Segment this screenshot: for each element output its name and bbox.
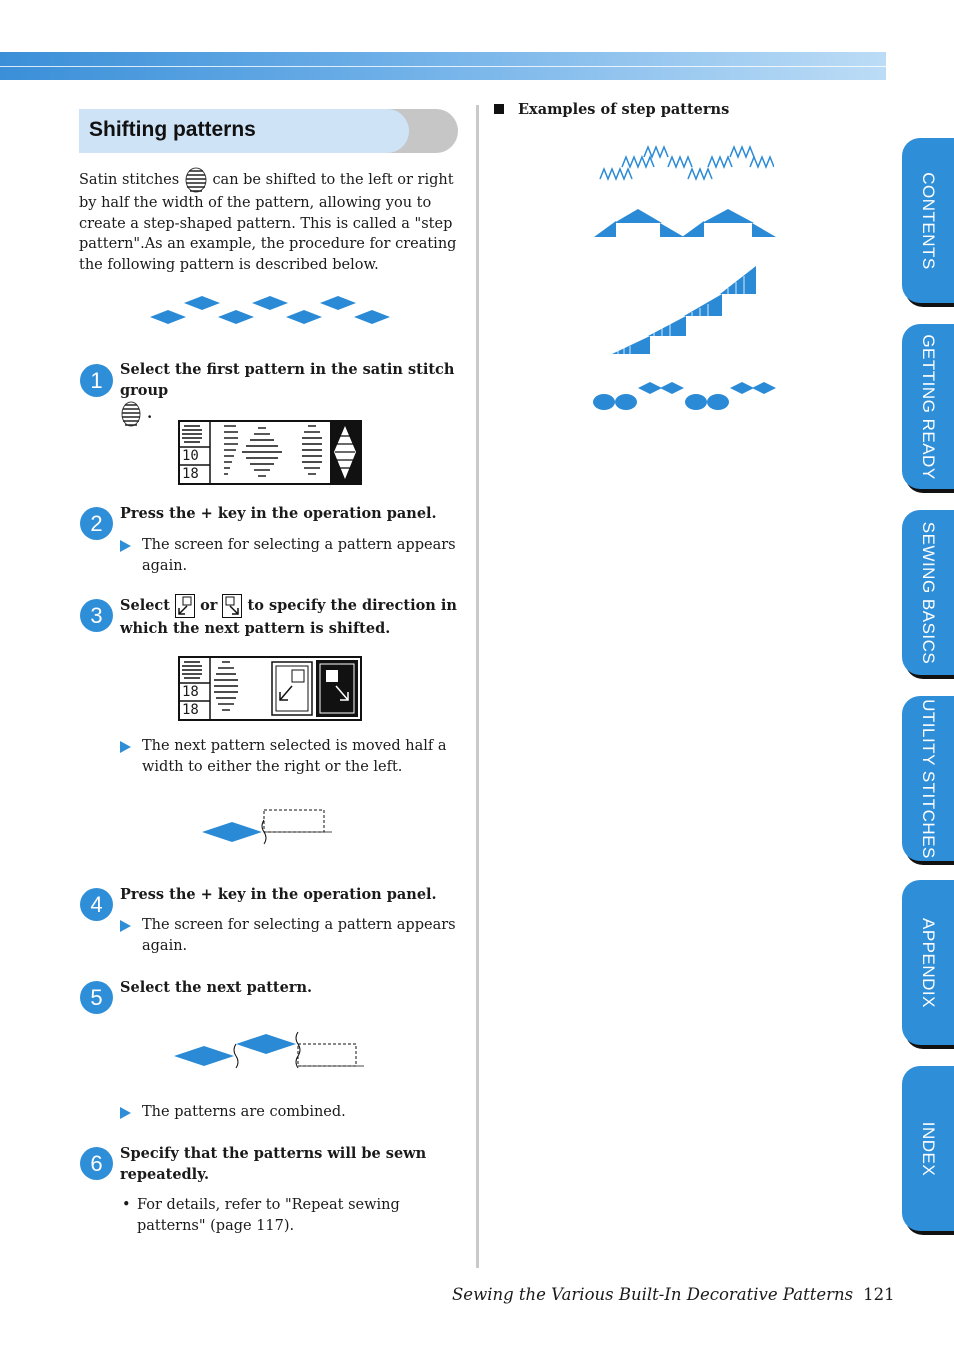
tab-contents-label: CONTENTS [919,171,938,270]
page-title: Shifting patterns [89,118,256,141]
step-4-title: Press the + key in the operation panel. [120,886,437,903]
step-5-result [120,1102,472,1123]
tab-sewing-basics[interactable] [902,510,954,675]
combined-pattern-illustration [172,1030,368,1070]
step-3-title [120,594,460,639]
lcd-1-graphic [180,422,360,483]
result-arrow-icon [120,741,131,753]
step-3-title-c: to specify the direction in [247,597,457,614]
step-6-number: 6 [80,1147,113,1180]
result-arrow-icon [120,1107,131,1119]
lcd-screen-pattern-selection [178,420,362,485]
tab-sewing-basics-label: SEWING BASICS [919,521,938,664]
step-4-result [120,915,472,956]
step-2-result [120,535,472,576]
step-3-title-a: Select [120,597,170,614]
shifted-pattern-illustration [200,806,340,846]
square-bullet-icon [494,104,504,114]
intro-text-2: can be shifted to the left or right by half the width of the pattern, allowing you to create a step-shaped pattern. This is called a "step pattern".As an example, the procedure for creating the following pattern is described below. [79,172,457,273]
example-step-zigzag-blocks [598,143,774,183]
section-heading [79,109,458,153]
lcd-2-number-a: 18 [182,684,199,700]
result-arrow-icon [120,920,131,932]
step-6-bullet [120,1195,472,1236]
page-number: 121 [863,1285,895,1304]
step-3-number: 3 [80,599,113,632]
tab-appendix[interactable] [902,880,954,1045]
step-4-number: 4 [80,888,113,921]
column-divider [476,105,479,1268]
tab-index[interactable] [902,1066,954,1231]
step-1-number: 1 [80,364,113,397]
example-step-ovals-diamonds [592,378,778,412]
tab-utility-stitches[interactable] [902,696,954,861]
lcd-1-number-a: 10 [182,448,199,464]
example-step-staircase [612,264,758,356]
examples-heading-text: Examples of step patterns [518,101,730,118]
satin-stitch-icon [184,167,208,193]
page-footer [452,1285,895,1304]
tab-utility-stitches-label: UTILITY STITCHES [919,698,938,859]
tab-index-label: INDEX [919,1121,938,1176]
step-5-title: Select the next pattern. [120,979,313,996]
lcd-2-number-b: 18 [182,702,199,718]
example-step-pattern-diamonds [150,290,392,330]
step-2-title: Press the + key in the operation panel. [120,505,437,522]
intro-paragraph [79,167,459,275]
lcd-screen-shift-direction [178,656,362,721]
step-5-result-text: The patterns are combined. [142,1104,346,1120]
step-2-result-text: The screen for selecting a pattern appears again. [142,537,456,574]
banner-line [0,66,886,67]
step-1-title-text: Select the first pattern in the satin stitch group [120,361,455,399]
intro-text-1: Satin stitches [79,172,180,188]
top-banner [0,52,886,80]
step-6-title: Specify that the patterns will be sewn repeatedly. [120,1145,427,1183]
result-arrow-icon [120,540,131,552]
step-1-title [120,359,460,427]
step-3-result [120,736,472,777]
tab-getting-ready[interactable] [902,324,954,489]
lcd-2-graphic [180,658,360,719]
examples-heading [494,101,729,118]
step-2-number: 2 [80,507,113,540]
shift-left-key-icon[interactable] [175,594,195,618]
satin-stitch-icon [120,401,142,427]
shift-right-key-icon[interactable] [222,594,242,618]
lcd-1-number-b: 18 [182,466,199,482]
step-3-result-text: The next pattern selected is moved half a width to either the right or the left. [142,738,447,775]
example-step-triangles [594,207,776,239]
step-5-number: 5 [80,981,113,1014]
tab-appendix-label: APPENDIX [919,917,938,1008]
step-3-title-d: which the next pattern is shifted. [120,620,391,637]
step-3-title-b: or [200,597,218,614]
step-1-title-end: . [147,405,153,422]
tab-contents[interactable] [902,138,954,303]
bullet-dot: • [122,1197,131,1213]
step-6-bullet-text: For details, refer to "Repeat sewing patterns" (page 117). [137,1197,400,1234]
step-4-result-text: The screen for selecting a pattern appears again. [142,917,456,954]
footer-title: Sewing the Various Built-In Decorative Patterns [452,1285,854,1304]
tab-getting-ready-label: GETTING READY [919,333,938,480]
